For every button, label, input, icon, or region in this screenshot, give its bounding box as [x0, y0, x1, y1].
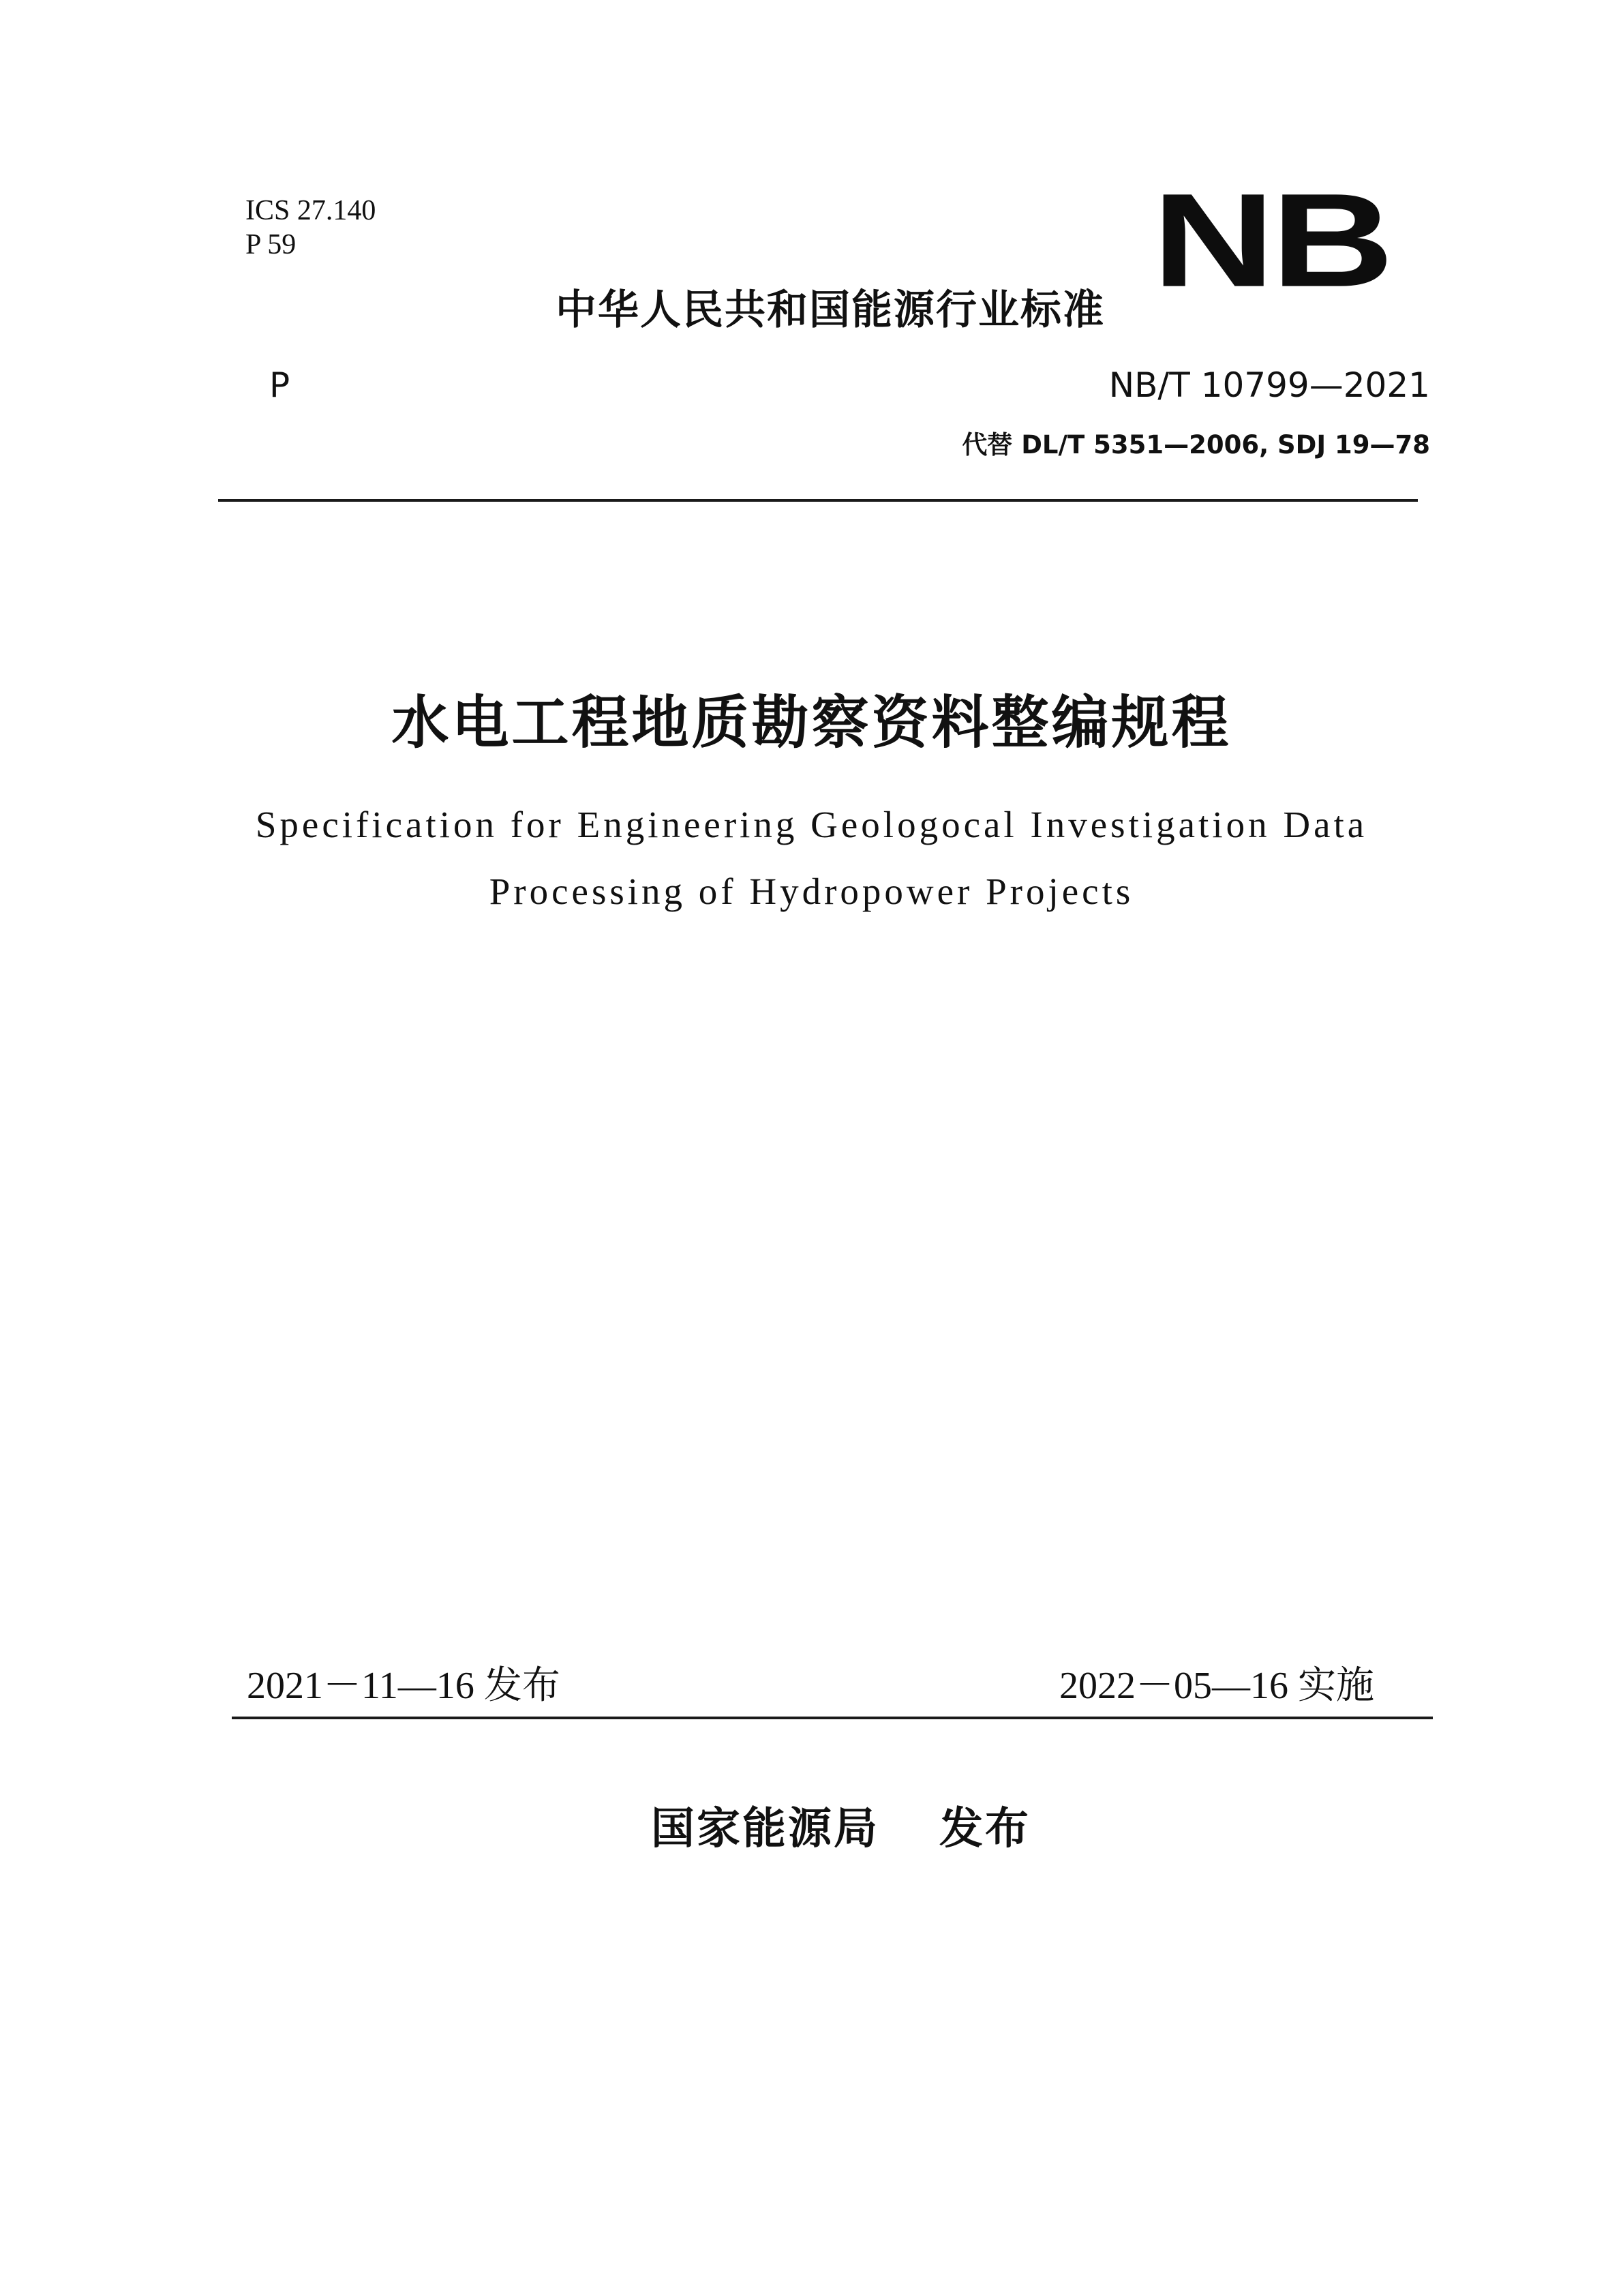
- classification-code: P 59: [245, 229, 297, 260]
- industry-standard-title: 中华人民共和国能源行业标准: [556, 286, 1105, 334]
- standard-number: NB/T 10799—2021: [1108, 365, 1430, 405]
- replaces-standards: 代替 DL/T 5351—2006, SDJ 19—78: [962, 430, 1430, 459]
- bottom-divider: [232, 1717, 1433, 1719]
- top-divider: [218, 499, 1418, 502]
- ics-code: ICS 27.140: [245, 195, 376, 226]
- document-title-chinese: 水电工程地质勘察资料整编规程: [391, 689, 1232, 756]
- left-category-code: P: [269, 365, 290, 405]
- implementation-date: 2022－05—16 实施: [1059, 1665, 1374, 1707]
- publisher-suffix: 发布: [939, 1804, 1031, 1854]
- document-title-english-line2: Processing of Hydropower Projects: [489, 871, 1134, 912]
- publisher-name: 国家能源局: [651, 1804, 879, 1854]
- issue-date: 2021－11—16 发布: [247, 1665, 560, 1707]
- nb-logo: NB: [1152, 166, 1391, 314]
- document-title-english-line1: Specification for Engineering Geologocal Investigation Data: [255, 804, 1368, 845]
